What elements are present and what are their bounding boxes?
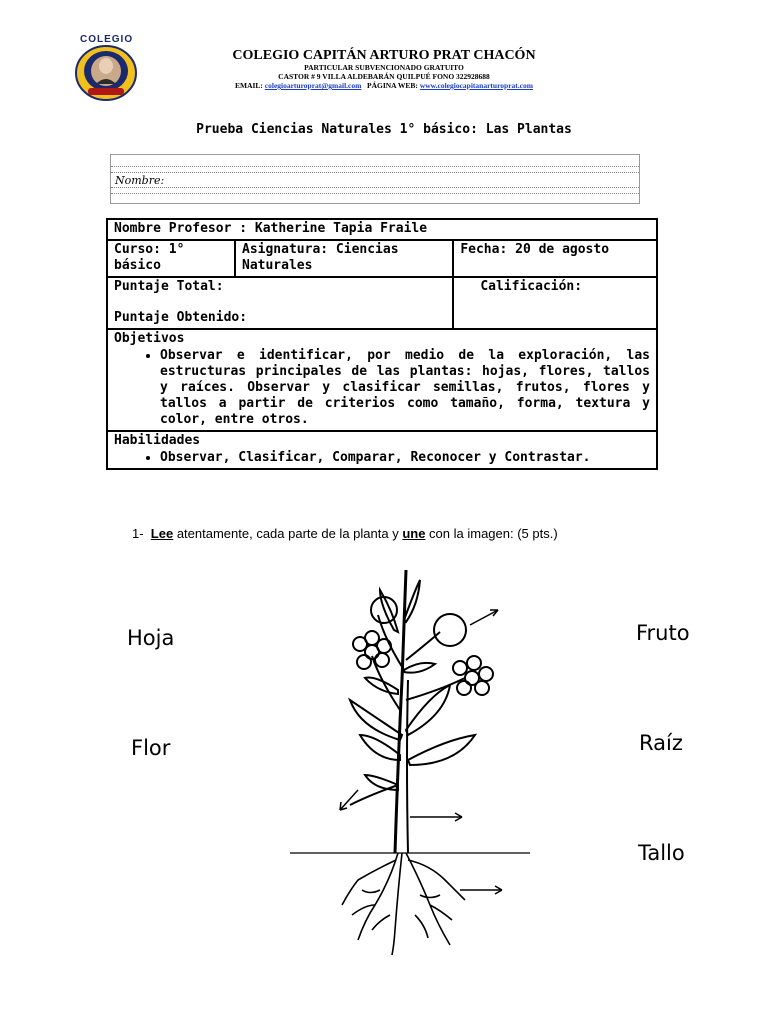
keyword-lee: Lee — [150, 526, 174, 541]
school-address: CASTOR # 9 VILLA ALDEBARÁN QUILPUÉ FONO 322928688 — [278, 72, 490, 81]
web-link[interactable]: www.colegiocapitanarturoprat.com — [419, 81, 533, 90]
leaf — [404, 663, 435, 673]
question-1 — [132, 526, 558, 541]
skills-cell — [107, 431, 657, 469]
objectives-item: • Observar e identificar, por medio de la exploración, las estructuras principales de las plantas: hojas, flores, tallos y raíces. Observar y clasificar semillas, frutos, flores y tallos a partir de criterios como tamaño, forma, textura y color, entre otros. — [160, 348, 650, 428]
grade-cell — [453, 277, 657, 329]
label-raiz[interactable]: Raíz — [639, 731, 683, 755]
info-table — [106, 218, 658, 470]
question-text-1: atentamente, cada parte de la planta y — [173, 526, 403, 541]
email-link[interactable]: colegioarturoprat@gmail.com — [264, 81, 362, 90]
label-hoja[interactable]: Hoja — [127, 626, 175, 650]
school-name: COLEGIO CAPITÁN ARTURO PRAT CHACÓN — [232, 48, 536, 63]
grade-label: Calificación: — [480, 279, 583, 294]
web-label: PÁGINA WEB: — [367, 81, 418, 90]
fruit — [434, 614, 466, 646]
name-field-label: Nombre: — [115, 174, 165, 187]
keyword-une: une — [402, 526, 426, 541]
teacher-cell: Nombre Profesor : Katherine Tapia Fraile — [107, 219, 657, 240]
leaf — [380, 590, 398, 632]
leaf — [350, 700, 402, 740]
logo-word: COLEGIO — [80, 34, 134, 45]
test-title: Prueba Ciencias Naturales 1° básico: Las Plantas — [196, 122, 572, 137]
objectives-title: Objetivos — [114, 331, 185, 346]
school-subtitle: PARTICULAR SUBVENCIONADO GRATUITO — [304, 63, 464, 72]
label-flor[interactable]: Flor — [131, 736, 171, 760]
skills-title: Habilidades — [114, 433, 201, 448]
subject-cell: Asignatura: Ciencias Naturales — [235, 240, 453, 277]
leaf — [365, 678, 398, 695]
obtained-score-label: Puntaje Obtenido: — [114, 310, 248, 325]
roots — [342, 853, 465, 955]
score-cell — [107, 277, 453, 329]
leaf — [408, 735, 475, 765]
label-fruto[interactable]: Fruto — [636, 621, 690, 645]
label-tallo[interactable]: Tallo — [638, 841, 685, 865]
email-label: EMAIL: — [234, 81, 263, 90]
skills-item: • Observar, Clasificar, Comparar, Reconocer y Contrastar. — [160, 450, 650, 466]
contact-line — [0, 81, 768, 90]
total-score-label: Puntaje Total: — [114, 279, 224, 294]
course-cell: Curso: 1° básico — [107, 240, 235, 277]
date-cell: Fecha: 20 de agosto — [453, 240, 657, 277]
name-box[interactable] — [110, 154, 640, 204]
objectives-cell — [107, 329, 657, 431]
question-number: 1- — [132, 526, 144, 541]
question-text-2: con la imagen: (5 pts.) — [425, 526, 558, 541]
flower-right — [453, 656, 493, 695]
plant-illustration — [280, 560, 540, 960]
